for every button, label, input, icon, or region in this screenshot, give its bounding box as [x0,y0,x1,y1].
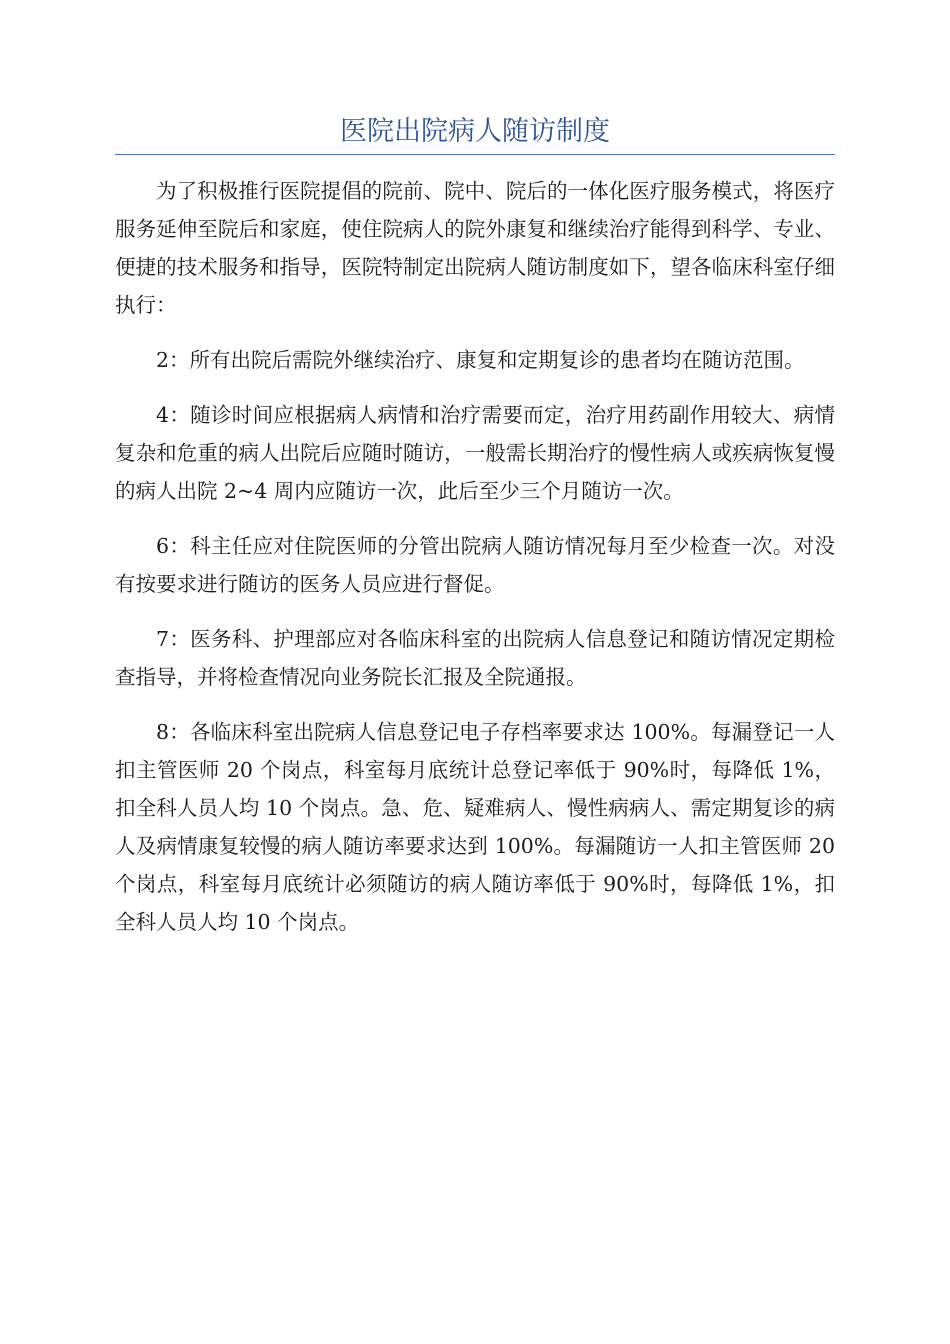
paragraph-item-2: 2：所有出院后需院外继续治疗、康复和定期复诊的患者均在随访范围。 [156,348,805,372]
paragraph-item-6: 6：科主任应对住院医师的分管出院病人随访情况每月至少检查一次。对没有按要求进行随访的医务人员应进行督促。 [115,534,835,596]
paragraph-item-4: 4：随诊时间应根据病人病情和治疗需要而定，治疗用药副作用较大、病情复杂和危重的病人出院后应随时随访，一般需长期治疗的慢性病人或疾病恢复慢的病人出院 2~4 周内应随访一次，此后至少三个月随访一次。 [115,403,835,503]
paragraph-item-8: 8：各临床科室出院病人信息登记电子存档率要求达 100%。每漏登记一人扣主管医师 20 个岗点，科室每月底统计总登记率低于 90%时，每降低 1%，扣全科人员人均 10 个岗点。急、危、疑难病人、慢性病病人、需定期复诊的病人及病情康复较慢的病人随访率要求达到 100%。每漏随访一人扣主管医师 20 个岗点，科室每月底统计必须随访的病人随访率低于 90%时，每降低 1%，扣全科人员人均 10 个岗点。 [115,720,835,934]
paragraph-intro: 为了积极推行医院提倡的院前、院中、院后的一体化医疗服务模式，将医疗服务延伸至院后和家庭，使住院病人的院外康复和继续治疗能得到科学、专业、便捷的技术服务和指导，医院特制定出院病人随访制度如下，望各临床科室仔细执行： [115,179,835,317]
paragraph-item-7: 7：医务科、护理部应对各临床科室的出院病人信息登记和随访情况定期检查指导，并将检查情况向业务院长汇报及全院通报。 [115,627,835,689]
document-page [115,0,835,1344]
page-title: 医院出院病人随访制度 [340,116,610,147]
document-body [115,172,835,958]
title-underline [115,154,835,155]
